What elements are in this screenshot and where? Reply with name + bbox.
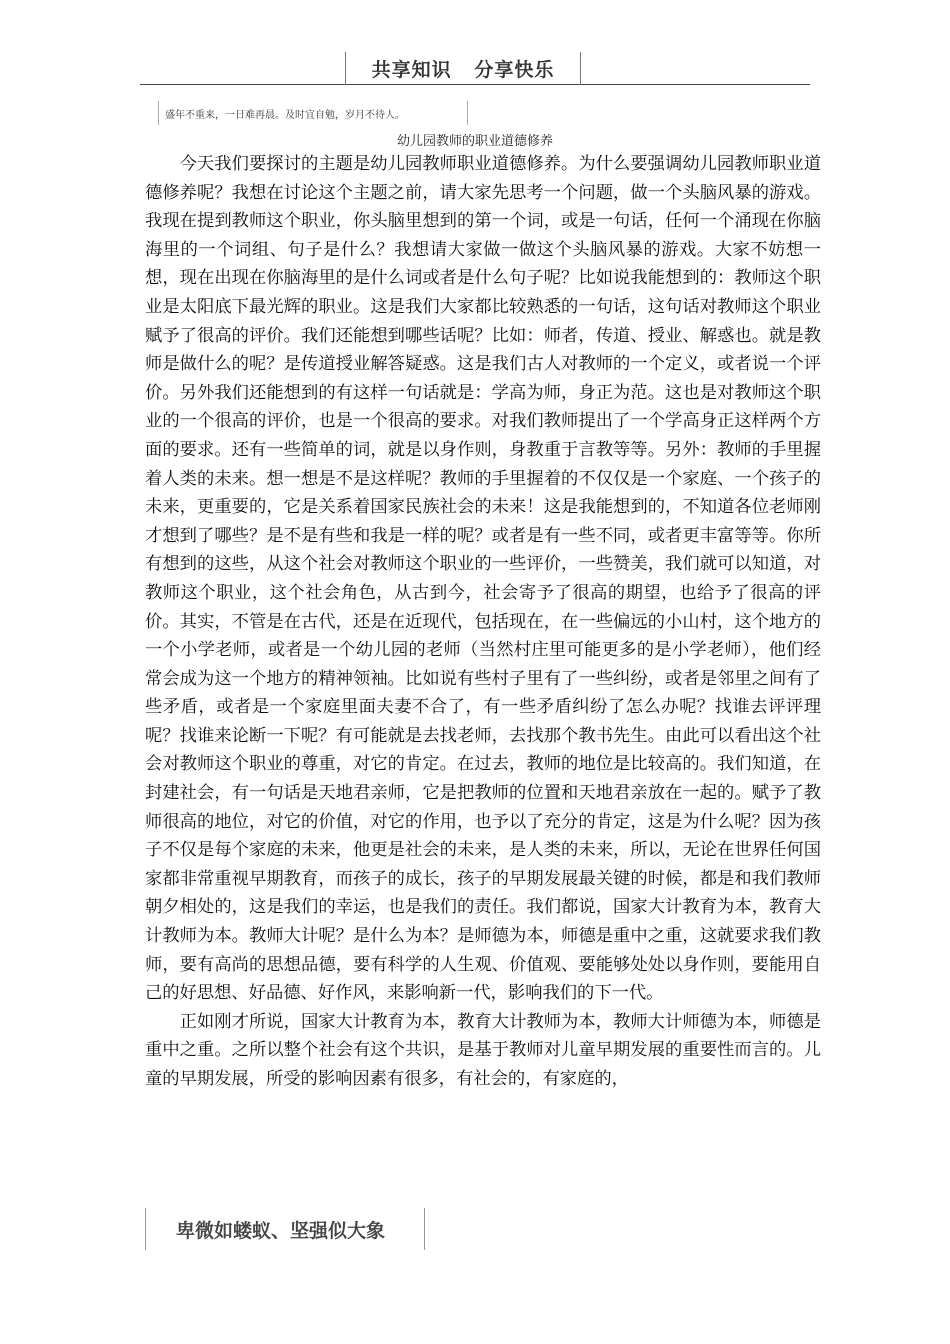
- document-title: 幼儿园教师的职业道德修养: [396, 134, 553, 149]
- header-banner: [345, 52, 581, 85]
- motto-banner: [158, 101, 468, 125]
- footer-text: 卑微如蝼蚁、坚强似大象: [176, 1219, 386, 1242]
- document-body: [145, 150, 821, 1094]
- motto-text: 盛年不重来，一日难再晨。及时宜自勉，岁月不待人。: [165, 109, 405, 121]
- body-paragraph-1: 今天我们要探讨的主题是幼儿园教师职业道德修养。为什么要强调幼儿园教师职业道德修养呢？我想在讨论这个主题之前，请大家先思考一个问题，做一个头脑风暴的游戏。我现在提到教师这个职业，你头脑里想到的第一个词，或是一句话，任何一个涌现在你脑海里的一个词组、句子是什么？我想请大家做一做这个头脑风暴的游戏。大家不妨想一想，现在出现在你脑海里的是什么词或者是什么句子呢？比如说我能想到的：教师这个职业是太阳底下最光辉的职业。这是我们大家都比较熟悉的一句话，这句话对教师这个职业赋予了很高的评价。我们还能想到哪些话呢？比如：师者，传道、授业、解惑也。就是教师是做什么的呢？是传道授业解答疑惑。这是我们古人对教师的一个定义，或者说一个评价。另外我们还能想到的有这样一句话就是：学高为师，身正为范。这也是对教师这个职业的一个很高的评价，也是一个很高的要求。对我们教师提出了一个学高身正这样两个方面的要求。还有一些简单的词，就是以身作则，身教重于言教等等。另外：教师的手里握着人类的未来。想一想是不是这样呢？教师的手里握着的不仅仅是一个家庭、一个孩子的未来，更重要的，它是关系着国家民族社会的未来！这是我能想到的，不知道各位老师刚才想到了哪些？是不是有些和我是一样的呢？或者是有一些不同，或者更丰富等等。你所有想到的这些，从这个社会对教师这个职业的一些评价，一些赞美，我们就可以知道，对教师这个职业，这个社会角色，从古到今，社会寄予了很高的期望，也给予了很高的评价。其实，不管是在古代，还是在近现代，包括现在，在一些偏远的小山村，这个地方的一个小学老师，或者是一个幼儿园的老师（当然村庄里可能更多的是小学老师），他们经常会成为这一个地方的精神领袖。比如说有些村子里有了一些纠纷，或者是邻里之间有了些矛盾，或者是一个家庭里面夫妻不合了，有一些矛盾纠纷了怎么办呢？找谁去评评理呢？找谁来论断一下呢？有可能就是去找老师，去找那个教书先生。由此可以看出这个社会对教师这个职业的尊重，对它的肯定。在过去，教师的地位是比较高的。我们知道，在封建社会，有一句话是天地君亲师，它是把教师的位置和天地君亲放在一起的。赋予了教师很高的地位，对它的价值，对它的作用，也予以了充分的肯定，这是为什么呢？因为孩子不仅是每个家庭的未来，他更是社会的未来，是人类的未来，所以，无论在世界任何国家都非常重视早期教育，而孩子的成长，孩子的早期发展最关键的时候，都是和我们教师朝夕相处的，这是我们的幸运，也是我们的责任。我们都说，国家大计教育为本，教育大计教师为本。教师大计呢？是什么为本？是师德为本，师德是重中之重，这就要求我们教师，要有高尚的思想品德，要有科学的人生观、价值观、要能够处处以身作则，要能用自己的好思想、好品德、好作风，来影响新一代，影响我们的下一代。: [145, 154, 821, 1004]
- body-paragraph-2: 正如刚才所说，国家大计教育为本，教育大计教师为本，教师大计师德为本，师德是重中之重。之所以整个社会有这个共识，是基于教师对儿童早期发展的重要性而言的。儿童的早期发展，所受的影响因素有很多，有社会的，有家庭的，: [145, 1011, 821, 1089]
- footer-banner: [145, 1208, 425, 1250]
- header-title: 共享知识 分享快乐: [371, 59, 555, 81]
